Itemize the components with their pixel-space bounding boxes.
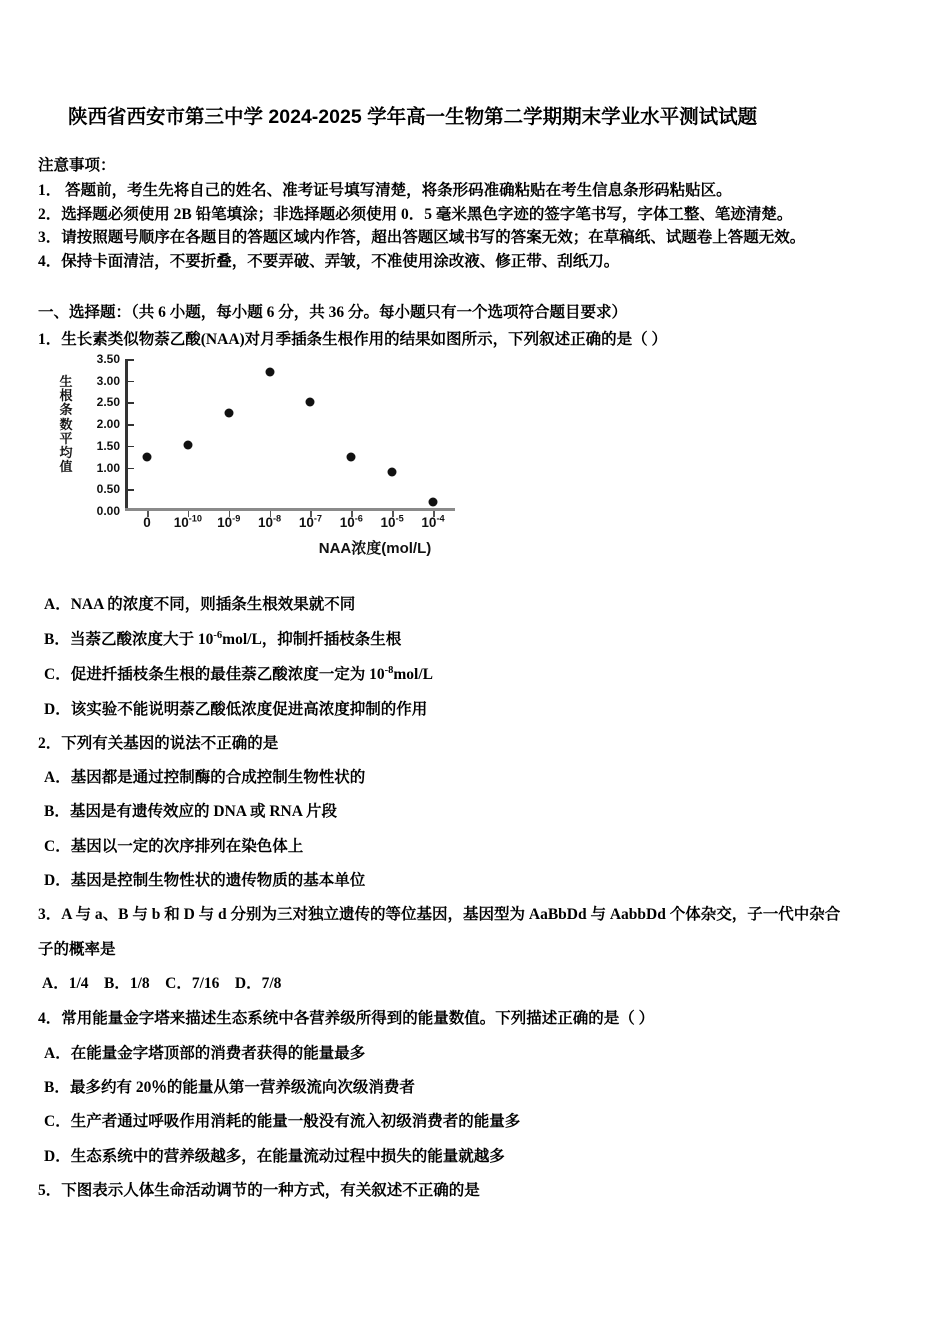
ylabel-char-2: 条 [59,402,73,418]
option-b-text-before: 当萘乙酸浓度大于 10 [70,631,214,648]
option-d-text: 基因是控制生物性状的遗传物质的基本单位 [70,872,366,889]
chart-data-point [143,452,152,461]
question-3-inline-options: A．1/4 B．1/8 C．7/16 D．7/8 [42,975,282,992]
chart-y-tick-label: 1.50 [96,438,120,453]
chart-y-tick-mark [128,359,134,361]
notice-item-4: 4．保持卡面清洁，不要折叠，不要弄破、弄皱，不准使用涂改液、修正带、刮纸刀。 [38,252,620,270]
naa-rooting-scatter-chart [50,352,530,557]
option-c-text: 生产者通过呼吸作用消耗的能量一般没有流入初级消费者的能量多 [70,1113,521,1130]
question-4-option-a [44,1042,365,1066]
option-c-text: 基因以一定的次序排列在染色体上 [70,838,304,855]
option-b-text: 基因是有遗传效应的 DNA 或 RNA 片段 [70,803,337,820]
question-3-number: 3． [38,906,62,923]
chart-x-axis-line [125,508,455,511]
chart-x-tick-label: 0 [143,515,151,530]
chart-x-tick-label: $10^{-7}$ [298,513,323,530]
notice-item-1: 1． 答题前，考生先将自己的姓名、准考证号填写清楚，将条形码准确粘贴在考生信息条形码粘贴区。 [38,182,732,199]
ylabel-char-0: 生 [59,374,73,389]
question-1-option-b [44,628,401,652]
chart-x-tick-label: $10^{-8}$ [257,513,282,530]
option-d-label: D． [44,701,71,718]
ylabel-char-6: 值 [59,459,73,475]
question-1-option-c [44,663,433,687]
question-1-text: 生长素类似物萘乙酸(NAA)对月季插条生根作用的结果如图所示，下列叙述正确的是（ ） [61,331,668,348]
chart-y-tick-label: 1.00 [96,460,120,475]
question-1-option-a [44,593,355,617]
chart-x-tick-label: $10^{-9}$ [217,513,241,530]
option-c-text-after: mol/L [393,666,433,683]
question-3-stem-line-2: 子的概率是 [38,941,116,958]
chart-y-tick-labels [80,352,120,518]
option-d-text: 该实验不能说明萘乙酸低浓度促进高浓度抑制的作用 [70,701,428,718]
option-a-label: A． [44,1045,71,1062]
option-b-text-after: mol/L，抑制扦插枝条生根 [222,631,402,648]
notice-block [38,155,918,273]
chart-data-point [347,452,356,461]
chart-y-tick-label: 2.50 [96,395,120,410]
chart-y-tick-mark [128,489,134,491]
option-a-label: A． [44,596,71,613]
chart-y-tick-mark [128,424,134,426]
chart-x-tick-label: $10^{-6}$ [339,513,363,530]
chart-x-tick-labels [125,515,465,539]
option-b-superscript: -6 [213,629,223,641]
option-a-label: A． [44,769,71,786]
option-b-label: B． [44,631,70,648]
notice-heading: 注意事项： [38,157,116,174]
chart-data-point [183,441,192,450]
question-3-text-line-1: A 与 a、B 与 b 和 D 与 d 分别为三对独立遗传的等位基因，基因型为 AaBbDd 与 AabbDd 个体杂交，子一代中杂合 [61,906,841,923]
ylabel-char-1: 根 [59,388,73,404]
chart-y-tick-mark [128,446,134,448]
question-4-text: 常用能量金字塔来描述生态系统中各营养级所得到的能量数值。下列描述正确的是（ ） [61,1010,655,1027]
chart-x-tick-label: $10^{-4}$ [421,513,445,530]
ylabel-char-4: 平 [59,430,73,446]
question-5-stem [38,1179,480,1203]
chart-x-tick-label: $10^{-5}$ [380,513,404,530]
option-b-label: B． [44,1079,70,1096]
notice-item-3: 3．请按照题号顺序在各题目的答题区域内作答，超出答题区域书写的答案无效；在草稿纸、试题卷上答题无效。 [38,229,806,246]
question-4-number: 4． [38,1010,62,1027]
option-b-label: B． [44,803,70,820]
question-1-option-d [44,698,427,722]
chart-x-tick-label: $10^{-10}$ [173,513,202,530]
question-3-stem-line-1 [38,903,840,927]
chart-data-point [306,398,315,407]
chart-y-tick-label: 3.50 [96,352,120,366]
chart-x-axis-title: NAA浓度(mol/L) [318,540,432,557]
option-c-label: C． [44,838,71,855]
question-2-option-b [44,800,337,824]
option-c-text-before: 促进扦插枝条生根的最佳萘乙酸浓度一定为 10 [70,666,385,683]
question-5-number: 5． [38,1182,62,1199]
question-2-option-d [44,869,365,893]
option-c-superscript: -8 [384,664,394,676]
option-a-text: NAA 的浓度不同，则插条生根效果就不同 [70,596,356,613]
chart-plot-area [80,352,500,530]
option-b-text: 最多约有 20％的能量从第一营养级流向次级消费者 [70,1079,415,1096]
chart-data-point [388,467,397,476]
chart-y-tick-label: 0.00 [96,504,120,518]
notice-item-2: 2．选择题必须使用 2B 铅笔填涂；非选择题必须使用 0．5 毫米黑色字迹的签字笔书写，字体工整、笔迹清楚。 [38,205,793,223]
question-4-option-b [44,1076,415,1100]
ylabel-char-3: 数 [59,416,73,432]
option-d-label: D． [44,872,71,889]
page-title: 陕西省西安市第三中学 2024-2025 学年高一生物第二学期期末学业水平测试试题 [68,106,758,128]
question-1-stem [38,328,667,352]
chart-axes [125,359,455,511]
question-2-stem [38,732,278,756]
option-d-text: 生态系统中的营养级越多，在能量流动过程中损失的能量就越多 [70,1148,505,1165]
question-2-option-a [44,766,365,790]
chart-y-tick-label: 3.00 [96,373,120,388]
option-d-label: D． [44,1148,71,1165]
question-4-option-c [44,1110,520,1134]
option-c-label: C． [44,1113,71,1130]
question-4-option-d [44,1145,505,1169]
chart-y-tick-mark [128,381,134,383]
chart-y-tick-mark [128,468,134,470]
ylabel-char-5: 均 [59,445,73,461]
question-1-number: 1． [38,331,62,348]
question-2-text: 下列有关基因的说法不正确的是 [61,735,279,752]
chart-data-point [265,368,274,377]
chart-y-tick-label: 0.50 [96,482,120,497]
chart-y-tick-mark [128,402,134,404]
question-2-number: 2． [38,735,62,752]
chart-y-tick-label: 2.00 [96,417,120,432]
option-a-text: 基因都是通过控制酶的合成控制生物性状的 [70,769,366,786]
chart-data-point [224,409,233,418]
option-c-label: C． [44,666,71,683]
question-2-option-c [44,835,303,859]
chart-data-point [429,498,438,507]
question-5-text: 下图表示人体生命活动调节的一种方式，有关叙述不正确的是 [61,1182,480,1199]
chart-y-axis-title [56,375,76,474]
section-heading: 一、选择题：（共 6 小题，每小题 6 分，共 36 分。每小题只有一个选项符合题目要求） [38,304,628,321]
option-a-text: 在能量金字塔顶部的消费者获得的能量最多 [70,1045,366,1062]
question-4-stem [38,1007,654,1031]
